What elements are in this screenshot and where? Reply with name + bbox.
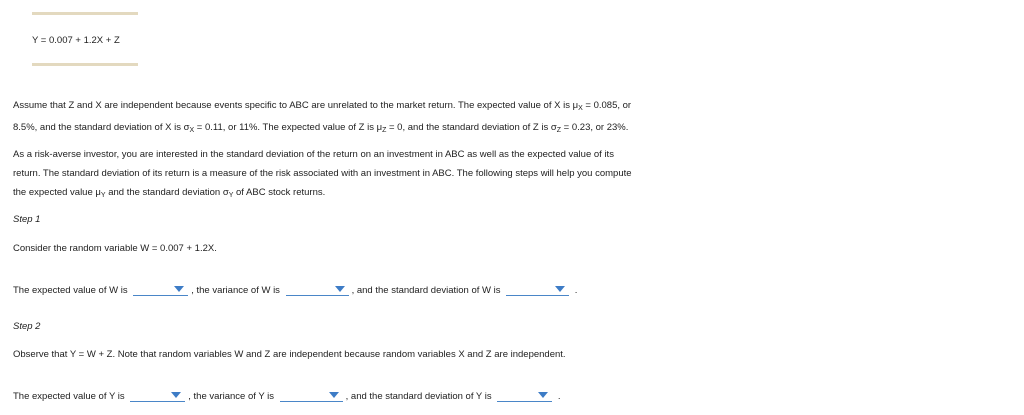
intro-paragraph-2: As a risk-averse investor, you are interested in the standard deviation of the return on an investment in ABC as well as the expected value of its return. The standard deviation of its return is a measure of the risk associated with an investment in ABC. The following steps will help you compute the expected value $\mu_Y$ and the standard deviation $\sigma_Y$ of ABC stock returns. bbox=[13, 149, 632, 199]
chevron-down-icon bbox=[174, 286, 184, 292]
w-standard-deviation-dropdown[interactable] bbox=[506, 282, 569, 296]
step-2-observe-text: Observe that Y = W + Z. Note that random variables W and Z are independent because random variables X and Z are independent. bbox=[13, 349, 566, 360]
chevron-down-icon bbox=[538, 392, 548, 398]
chevron-down-icon bbox=[335, 286, 345, 292]
intro-paragraph-1: Assume that Z and X are independent because events specific to ABC are unrelated to the market return. The expected value of X is $\mu_X = 0.085$, or 8.5%, and the standard deviation of X is $\sigma_X = 0.11$, or 11%. The expected value of Z is $\mu_Z = 0$, and the standard deviation of Z is $\sigma_Z = 0.23$, or 23%. bbox=[13, 100, 632, 134]
chevron-down-icon bbox=[329, 392, 339, 398]
y-expected-value-dropdown[interactable] bbox=[130, 388, 185, 402]
chevron-down-icon bbox=[171, 392, 181, 398]
step-1-consider-text: Consider the random variable W = 0.007 + 1.2X. bbox=[13, 243, 217, 254]
step-1-label: Step 1 bbox=[13, 214, 41, 225]
w-expected-value-dropdown[interactable] bbox=[133, 282, 188, 296]
equation: Y = 0.007 + 1.2X + Z bbox=[32, 35, 120, 46]
top-divider bbox=[32, 12, 138, 15]
y-standard-deviation-dropdown[interactable] bbox=[497, 388, 552, 402]
step-2-label: Step 2 bbox=[13, 321, 41, 332]
bottom-divider bbox=[32, 63, 138, 66]
step-2-questions: The expected value of Y is , the variance of Y is , and the standard deviation of Y is . bbox=[13, 388, 561, 402]
y-variance-dropdown[interactable] bbox=[280, 388, 343, 402]
step-1-questions: The expected value of W is , the variance of W is , and the standard deviation of W is . bbox=[13, 282, 577, 296]
chevron-down-icon bbox=[555, 286, 565, 292]
w-variance-dropdown[interactable] bbox=[286, 282, 349, 296]
